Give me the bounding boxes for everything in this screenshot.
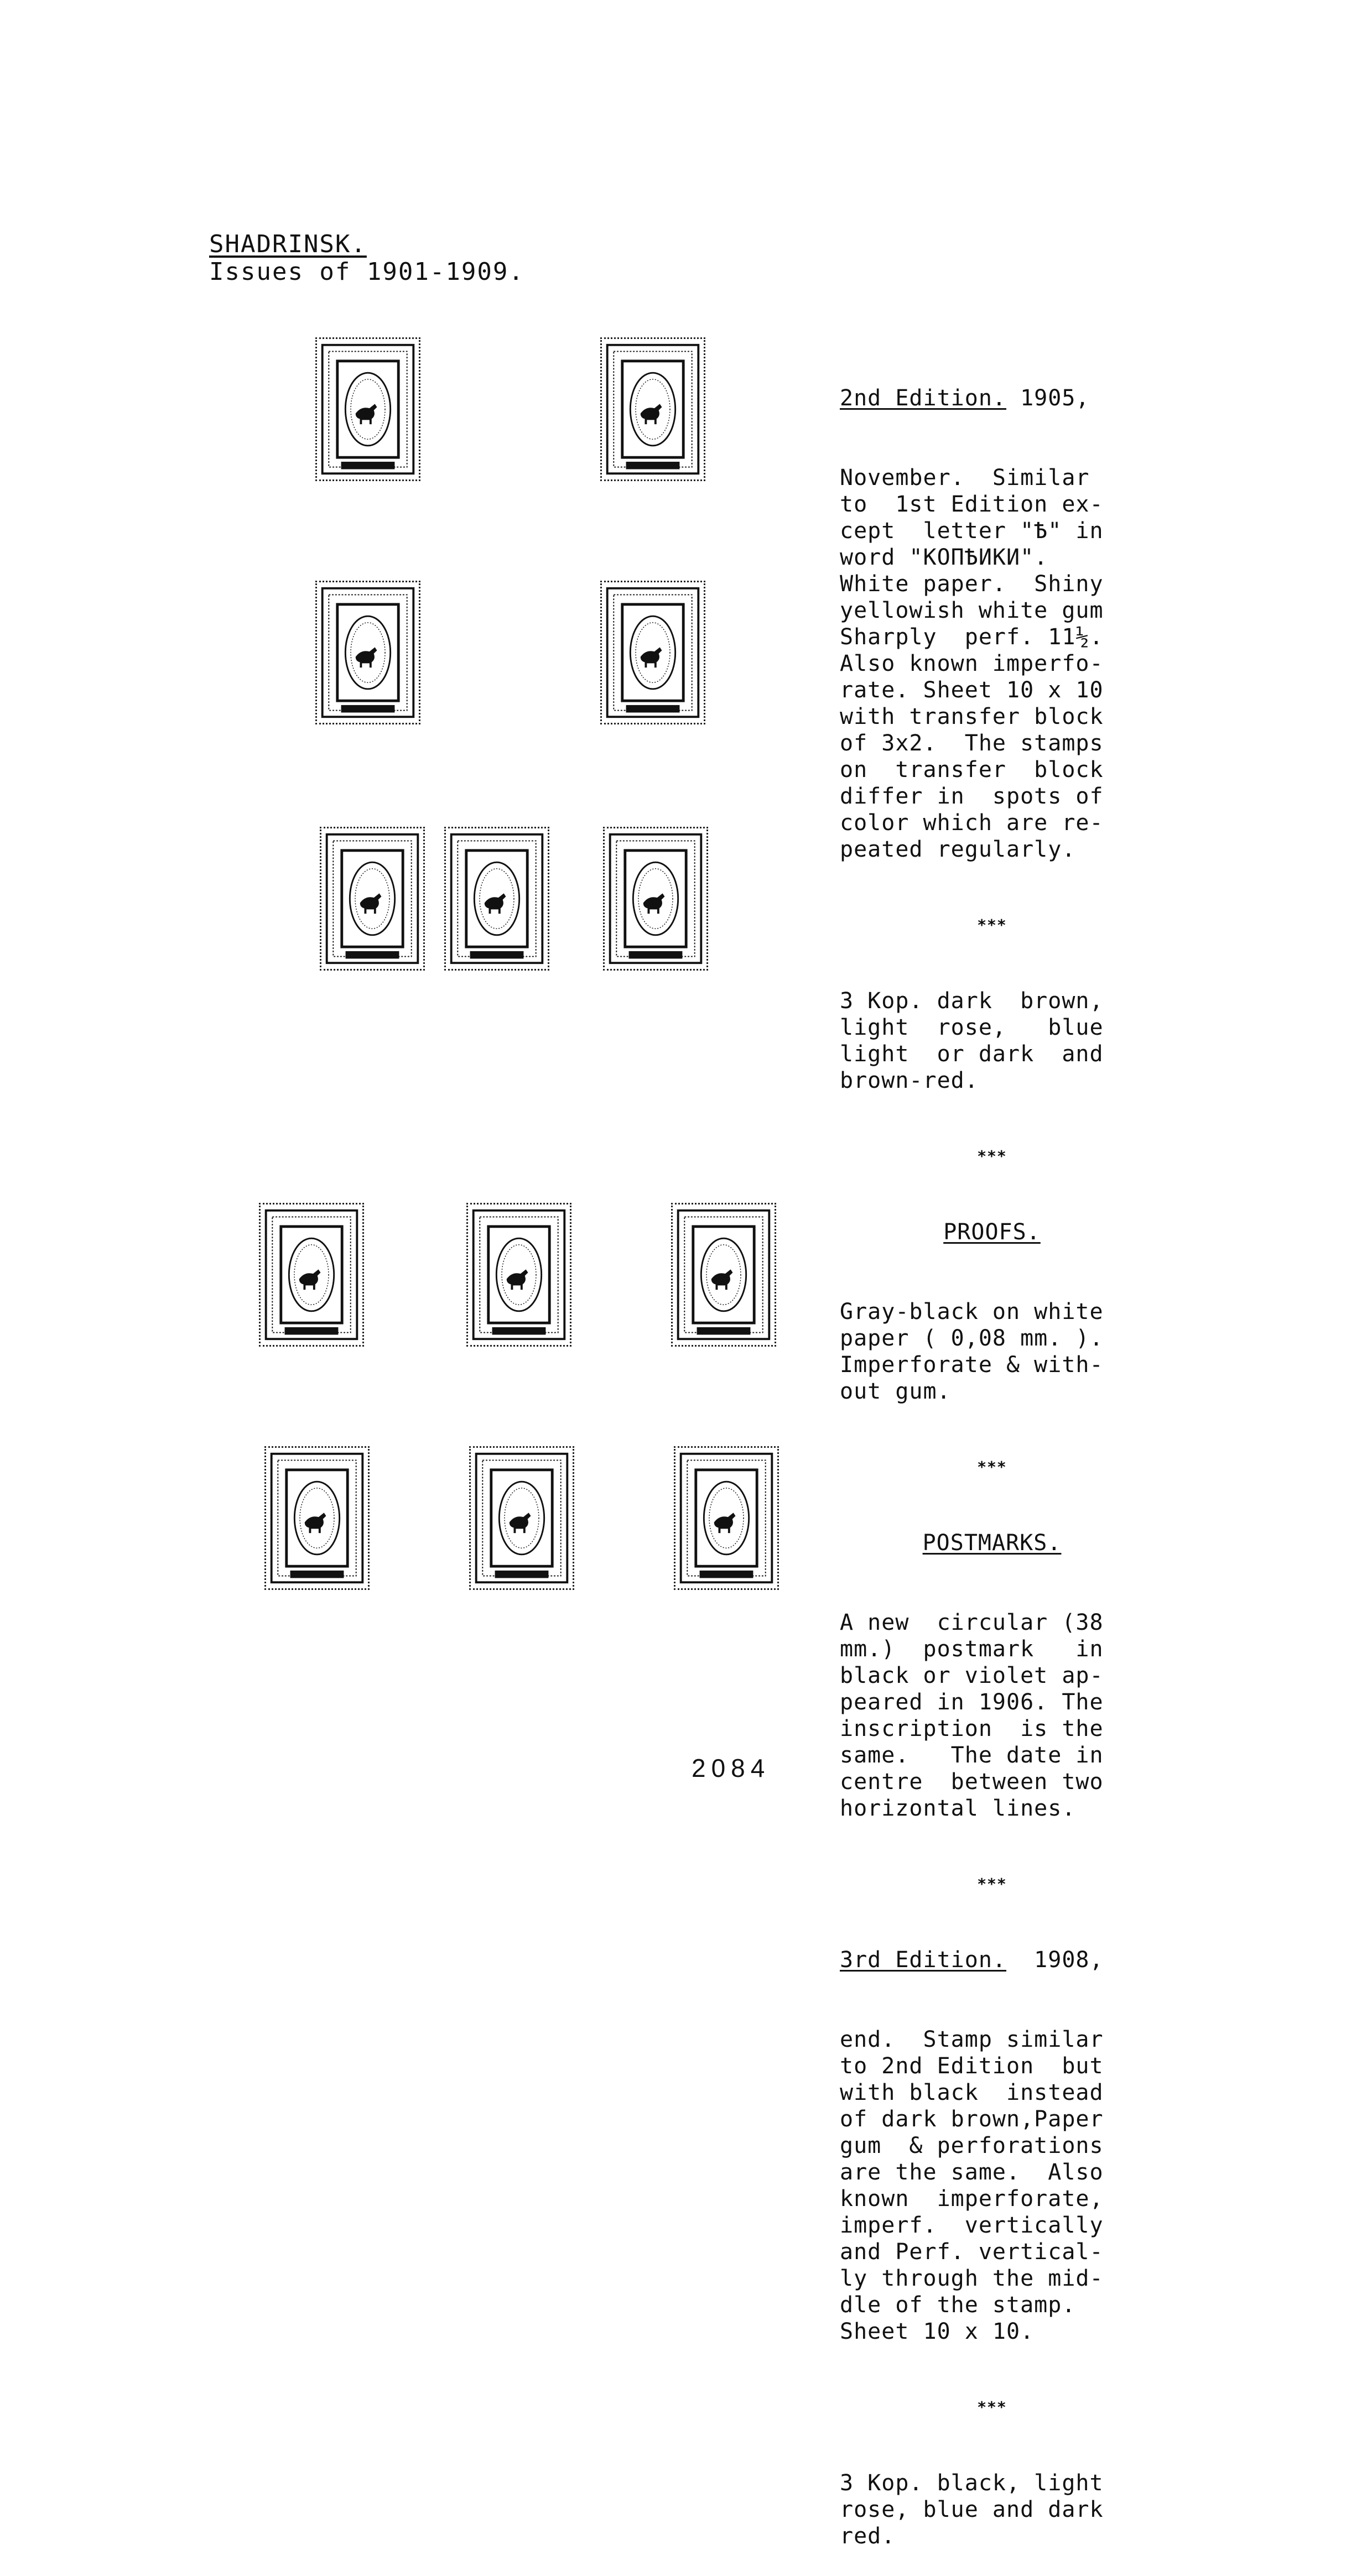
page-title: SHADRINSK. <box>209 230 367 258</box>
stamp-image <box>315 581 420 724</box>
stamp-image <box>674 1446 779 1590</box>
stamp-image <box>600 337 705 481</box>
second-edition-date: 1905, <box>1006 385 1090 411</box>
section-divider: *** <box>977 1875 1007 1893</box>
description-column <box>840 332 1144 2576</box>
stamp-image <box>466 1203 571 1347</box>
third-edition-heading: 3rd Edition. <box>840 1947 1006 1973</box>
stamp-image <box>259 1203 364 1347</box>
stamp-image <box>315 337 420 481</box>
page-number: 2084 <box>692 1754 771 1782</box>
third-edition-heading-line <box>840 1947 1144 1973</box>
stamp-image <box>603 827 708 971</box>
stamp-image <box>671 1203 776 1347</box>
stamp-image <box>469 1446 574 1590</box>
section-divider: *** <box>977 2398 1007 2416</box>
stamp-image <box>264 1446 370 1590</box>
third-edition-date: 1908, <box>1006 1947 1104 1973</box>
second-edition-heading-line <box>840 385 1144 411</box>
second-edition-colors: 3 Kop. dark brown, light rose, blue light or dark and brown-red. <box>840 988 1104 1093</box>
postmarks-heading: POSTMARKS. <box>922 1530 1062 1556</box>
section-divider: *** <box>977 1458 1007 1476</box>
second-edition-heading: 2nd Edition. <box>840 385 1006 411</box>
second-edition-description: November. Similar to 1st Edition ex- cept letter "Ѣ" in word "КОПѢИКИ". White paper. Shiny yellowish white gum Sharply perf. 11½. Also known imperfo- rate. Sheet 10 x 10 with transfer block of 3x2. The stamps on transfer block differ in spots of color which are re- peated regularly. <box>840 465 1104 862</box>
third-edition-colors: 3 Kop. black, light rose, blue and dark red. <box>840 2470 1104 2549</box>
third-edition-description: end. Stamp similar to 2nd Edition but with black instead of dark brown,Paper gum & perforations are the same. Also known imperforate, imperf. vertically and Perf. vertical- ly through the mid- dle of the stamp. Sheet 10 x 10. <box>840 2027 1104 2344</box>
section-divider: *** <box>977 916 1007 934</box>
section-divider: *** <box>977 1147 1007 1165</box>
proofs-heading: PROOFS. <box>943 1219 1041 1245</box>
postmarks-description: A new circular (38 mm.) postmark in black or violet ap- peared in 1906. The inscription is the same. The date in centre between two horizontal lines. <box>840 1610 1104 1821</box>
stamp-illustrations <box>0 0 830 1939</box>
stamp-image <box>444 827 549 971</box>
proofs-description: Gray-black on white paper ( 0,08 mm. ). Imperforate & with- out gum. <box>840 1299 1104 1404</box>
stamp-image <box>600 581 705 724</box>
page-subtitle: Issues of 1901-1909. <box>209 258 524 286</box>
stamp-image <box>320 827 425 971</box>
